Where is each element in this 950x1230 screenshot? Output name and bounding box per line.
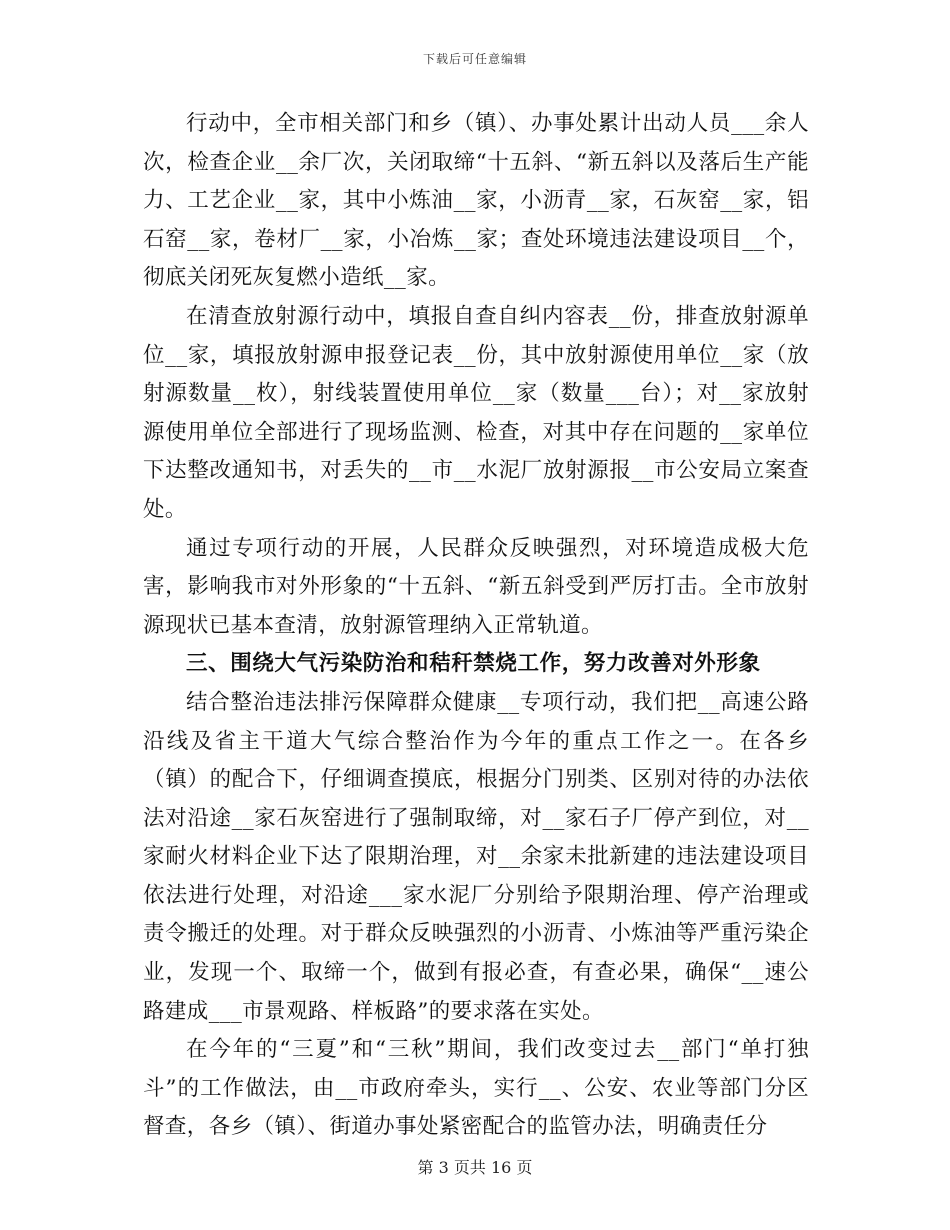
page-number: 第 3 页共 16 页: [417, 1158, 533, 1177]
document-body: [143, 105, 809, 1147]
paragraph: 结合整治违法排污保障群众健康__专项行动，我们把__高速公路沿线及省主干道大气综合整治作为今年的重点工作之一。在各乡（镇）的配合下，仔细调查摸底，根据分门别类、区别对待的办法依法对沿途__家石灰窑进行了强制取缔，对__家石子厂停产到位，对__家耐火材料企业下达了限期治理，对__余家未批新建的违法建设项目依法进行处理，对沿途___家水泥厂分别给予限期治理、停产治理或责令搬迁的处理。对于群众反映强烈的小沥青、小炼油等严重污染企业，发现一个、取缔一个，做到有报必查，有查必果，确保“__速公路建成___市景观路、样板路”的要求落在实处。: [143, 689, 809, 1024]
paragraph: 在今年的“三夏”和“三秋”期间，我们改变过去__部门“单打独斗”的工作做法，由__市政府牵头，实行__、公安、农业等部门分区督查，各乡（镇）、街道办事处紧密配合的监管办法，明确责任分: [143, 1037, 809, 1140]
page-header: 下载后可任意编辑: [422, 52, 527, 66]
paragraph: 在清查放射源行动中，填报自查自纠内容表__份，排查放射源单位__家，填报放射源申报登记表__份，其中放射源使用单位__家（放射源数量__枚），射线装置使用单位__家（数量___台）；对__家放射源使用单位全部进行了现场监测、检查，对其中存在问题的__家单位下达整改通知书，对丢失的__市__水泥厂放射源报__市公安局立案查处。: [143, 303, 809, 522]
paragraph: 通过专项行动的开展，人民群众反映强烈，对环境造成极大危害，影响我市对外形象的“十五斜、“新五斜受到严厉打击。全市放射源现状已基本查清，放射源管理纳入正常轨道。: [143, 535, 809, 638]
section-heading: 三、围绕大气污染防治和秸秆禁烧工作，努力改善对外形象: [186, 651, 761, 677]
paragraph: 行动中，全市相关部门和乡（镇）、办事处累计出动人员___余人次，检查企业__余厂次，关闭取缔“十五斜、“新五斜以及落后生产能力、工艺企业__家，其中小炼油__家，小沥青__家，石灰窑__家，铝石窑__家，卷材厂__家，小冶炼__家；查处环境违法建设项目__个，彻底关闭死灰复燃小造纸__家。: [143, 111, 809, 291]
